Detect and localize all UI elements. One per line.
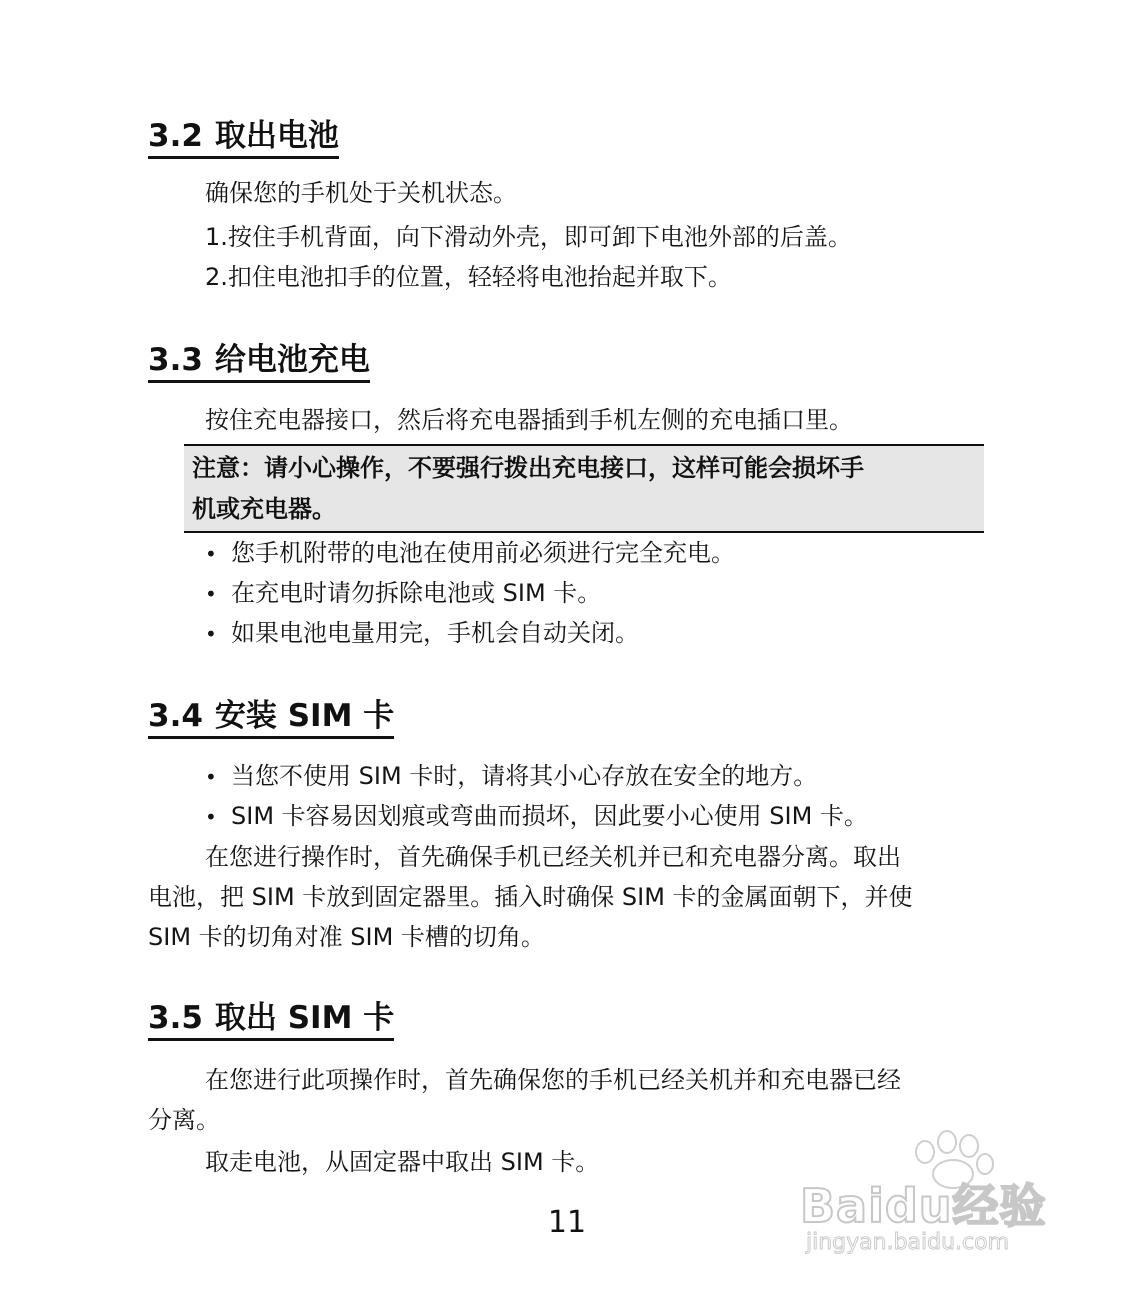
- section-title: 给电池充电: [214, 342, 370, 378]
- bullet-item: [205, 760, 817, 793]
- bullet-item: [205, 537, 735, 570]
- bullet-text: SIM 卡容易因划痕或弯曲而损坏，因此要小心使用 SIM 卡。: [231, 802, 868, 830]
- paragraph-line: 按住充电器接口，然后将充电器插到手机左侧的充电插口里。: [205, 406, 853, 434]
- section-number: 3.3: [148, 342, 203, 378]
- bullet-text: 在充电时请勿拆除电池或 SIM 卡。: [231, 579, 602, 607]
- paragraph-line: 2.扣住电池扣手的位置，轻轻将电池抬起并取下。: [205, 263, 732, 291]
- bullet-icon: •: [205, 582, 217, 606]
- bullet-text: 当您不使用 SIM 卡时，请将其小心存放在安全的地方。: [231, 762, 818, 790]
- section-title: 安装 SIM 卡: [214, 698, 395, 734]
- page-number: 11: [547, 1205, 587, 1240]
- section-number: 3.4: [148, 698, 203, 734]
- section-title: 取出 SIM 卡: [214, 1000, 395, 1036]
- note-box: [184, 444, 984, 533]
- paragraph-line: 分离。: [148, 1106, 220, 1134]
- paragraph-line: 1.按住手机背面，向下滑动外壳，即可卸下电池外部的后盖。: [205, 223, 852, 251]
- note-line: 机或充电器。: [192, 495, 336, 523]
- section-heading-3-3: [148, 341, 370, 383]
- bullet-icon: •: [205, 622, 217, 646]
- bullet-item: [205, 800, 868, 833]
- note-line: 注意：请小心操作，不要强行拨出充电接口，这样可能会损坏手: [192, 454, 864, 482]
- bullet-icon: •: [205, 542, 217, 566]
- watermark-url: jingyan.baidu.com: [806, 1230, 1010, 1255]
- paragraph-line: 电池，把 SIM 卡放到固定器里。插入时确保 SIM 卡的金属面朝下，并使: [148, 883, 913, 911]
- section-heading-3-4: [148, 697, 394, 739]
- bullet-text: 如果电池电量用完，手机会自动关闭。: [231, 619, 639, 647]
- section-title: 取出电池: [214, 118, 339, 154]
- bullet-item: [205, 617, 639, 650]
- paragraph-line: 在您进行操作时，首先确保手机已经关机并已和充电器分离。取出: [205, 843, 901, 871]
- baidu-watermark: [800, 1130, 1100, 1260]
- bullet-text: 您手机附带的电池在使用前必须进行完全充电。: [231, 539, 735, 567]
- section-heading-3-5: [148, 999, 394, 1041]
- bullet-icon: •: [205, 765, 217, 789]
- section-number: 3.5: [148, 1000, 203, 1036]
- section-number: 3.2: [148, 118, 203, 154]
- bullet-item: [205, 577, 601, 610]
- paragraph-line: 在您进行此项操作时，首先确保您的手机已经关机并和充电器已经: [205, 1066, 901, 1094]
- paragraph-line: 取走电池，从固定器中取出 SIM 卡。: [205, 1148, 600, 1176]
- section-heading-3-2: [148, 117, 339, 159]
- paragraph-line: SIM 卡的切角对准 SIM 卡槽的切角。: [148, 923, 545, 951]
- bullet-icon: •: [205, 805, 217, 829]
- watermark-brand: Baidu经验: [800, 1179, 1047, 1233]
- paragraph-line: 确保您的手机处于关机状态。: [205, 179, 517, 207]
